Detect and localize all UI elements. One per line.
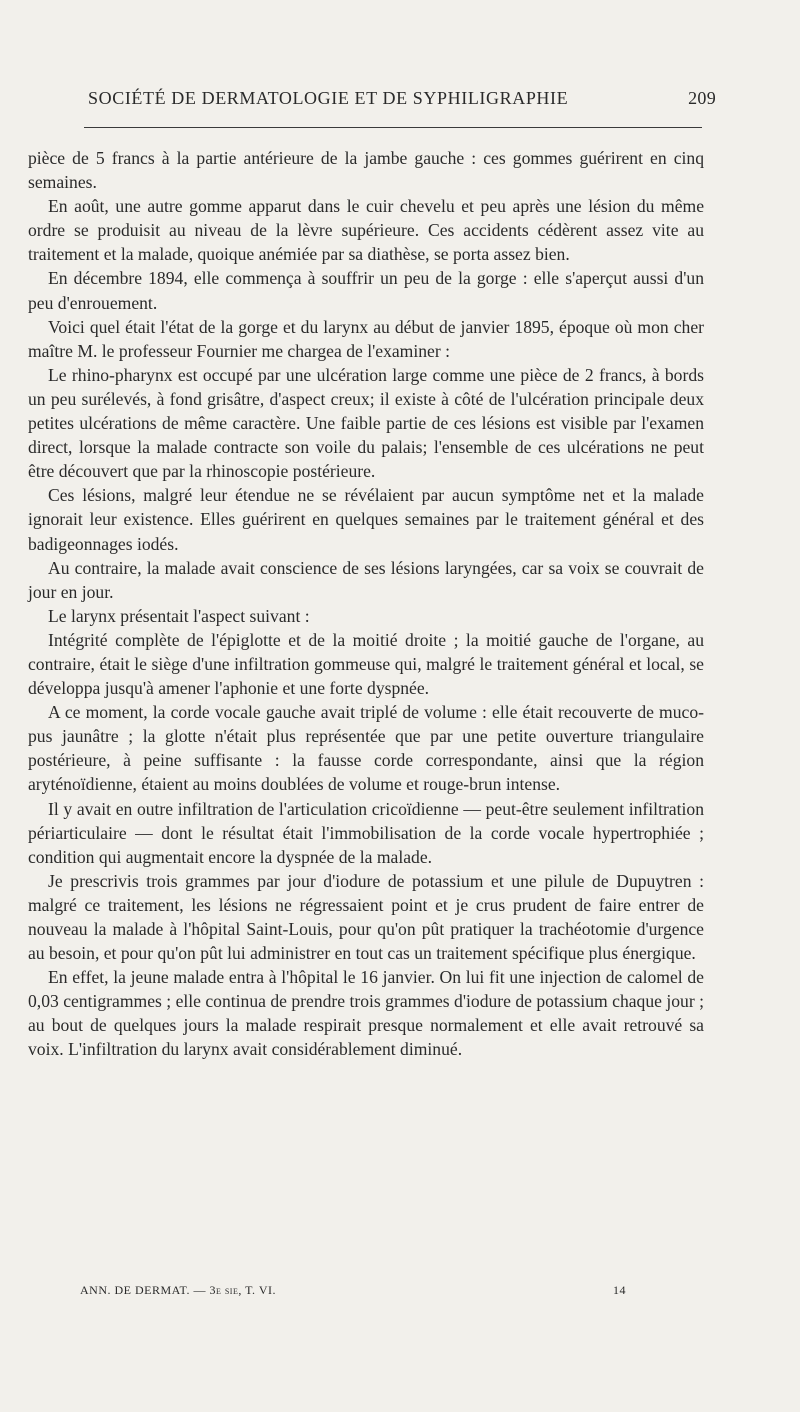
paragraph: Le larynx présentait l'aspect suivant :	[48, 605, 310, 626]
running-head	[88, 88, 716, 114]
page-number: 209	[688, 88, 716, 108]
paragraph: A ce moment, la corde vocale gauche avait triplé de volume : elle était recouverte de muco-pus jaunâtre ; la glotte n'était plus représentée que par une petite ouverture triangulaire postérieure, à peine suffisante : la fausse corde correspondante, ainsi que la région aryténoïdienne, étaient au moins doublées de volume et rouge-brun intense.	[28, 702, 704, 795]
paragraph: Le rhino-pharynx est occupé par une ulcération large comme une pièce de 2 francs, à bords un peu surélevés, à fond grisâtre, d'aspect creux; il existe à côté de l'ulcération principale deux petites ulcérations de même caractère. Une faible partie de ces lésions est visible par l'examen direct, lorsque la malade contracte son voile du palais; l'ensemble de ces ulcérations ne peut être découvert que par la rhinoscopie postérieure.	[28, 364, 704, 482]
header-rule	[84, 127, 702, 128]
document-page	[28, 0, 772, 1412]
running-head-title: SOCIÉTÉ DE DERMATOLOGIE ET DE SYPHILIGRAPHIE	[88, 88, 569, 108]
paragraph: En août, une autre gomme apparut dans le cuir chevelu et peu après une lésion du même ordre se produisit au niveau de la lèvre supérieure. Ces accidents cédèrent assez vite au traitement et la malade, quoique anémiée par sa diathèse, se porta assez bien.	[28, 196, 704, 265]
paragraph: Il y avait en outre infiltration de l'articulation cricoïdienne — peut-être seulement infiltration périarticulaire — dont le résultat était l'immobilisation de la corde vocale hypertrophiée ; condition qui augmentait encore la dyspnée de la malade.	[28, 798, 704, 867]
paragraph: Ces lésions, malgré leur étendue ne se révélaient par aucun symptôme net et la malade ignorait leur existence. Elles guérirent en quelques semaines par le traitement général et des badigeonnages iodés.	[28, 485, 704, 554]
paragraph: Intégrité complète de l'épiglotte et de la moitié droite ; la moitié gauche de l'organe, au contraire, était le siège d'une infiltration gommeuse qui, malgré le traitement général et local, se développa jusqu'à amener l'aphonie et une forte dyspnée.	[28, 629, 704, 699]
page-footer	[80, 1283, 626, 1298]
paragraph: En décembre 1894, elle commença à souffrir un peu de la gorge : elle s'aperçut aussi d'un peu d'enrouement.	[28, 268, 704, 313]
paragraph: Je prescrivis trois grammes par jour d'iodure de potassium et une pilule de Dupuytren : malgré ce traitement, les lésions ne régressaient point et je crus prudent de faire entrer de nouveau la malade à l'hôpital Saint-Louis, pour qu'on pût pratiquer la trachéotomie d'urgence au besoin, et pour qu'on pût lui administrer en tout cas un traitement spécifique plus énergique.	[28, 870, 704, 964]
paragraph: Au contraire, la malade avait conscience de ses lésions laryngées, car sa voix se couvrait de jour en jour.	[28, 557, 704, 602]
journal-reference: ANN. DE DERMAT. — 3e sie, T. VI.	[80, 1283, 276, 1297]
paragraph: pièce de 5 francs à la partie antérieure de la jambe gauche : ces gommes guérirent en cinq semaines.	[28, 148, 704, 193]
signature-mark: 14	[613, 1283, 626, 1297]
paragraph: Voici quel était l'état de la gorge et du larynx au début de janvier 1895, époque où mon cher maître M. le professeur Fournier me chargea de l'examiner :	[28, 316, 704, 361]
paragraph: En effet, la jeune malade entra à l'hôpital le 16 janvier. On lui fit une injection de calomel de 0,03 centigrammes ; elle continua de prendre trois grammes d'iodure de potassium chaque jour ; au bout de quelques jours la malade respirait presque normalement et elle avait retrouvé sa voix. L'infiltration du larynx avait considérablement diminué.	[28, 967, 704, 1060]
body-text	[28, 146, 704, 1062]
